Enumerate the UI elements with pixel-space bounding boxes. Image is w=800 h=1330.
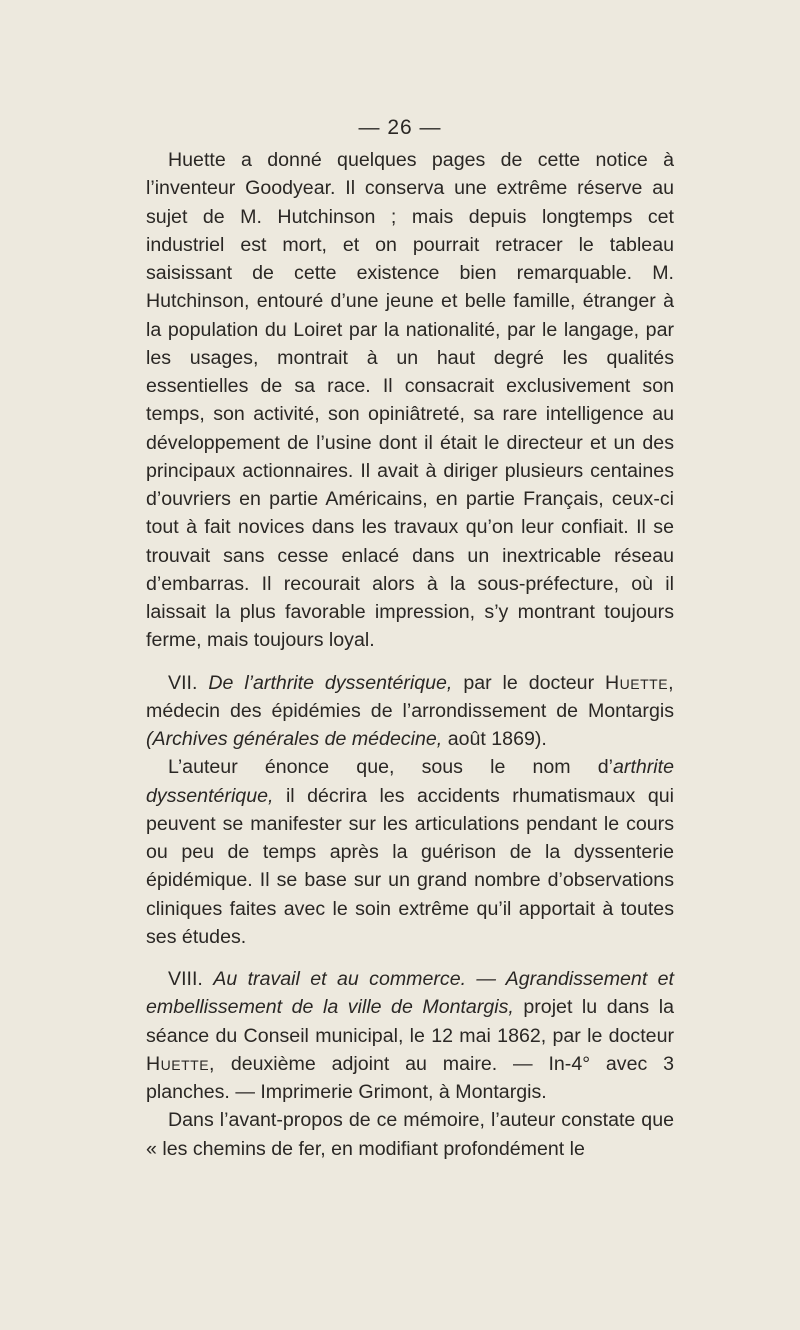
- entry-viii-number: VIII.: [168, 968, 203, 990]
- entry-viii: [146, 965, 674, 1106]
- paragraph-hutchinson-text: Huette a donné quelques pages de cette notice à l’inventeur Goodyear. Il conserva une extrême réserve au sujet de M. Hutchinson ; mais depuis longtemps cet industriel est mort, et on pourrait retracer le tableau saisissant de cette existence bien remarquable. M. Hutchinson, entouré d’une jeune et belle famille, étranger à la population du Loiret par la nationalité, par le langage, par les usages, montrait à un haut degré les qualités essentielles de sa race. Il consacrait exclusivement son temps, son activité, son opiniâtreté, sa rare intelligence au développement de l’usine dont il était le directeur et un des principaux actionnaires. Il avait à diriger plusieurs centaines d’ouvriers en partie Américains, en partie Français, ceux-ci tout à fait novices dans les travaux qu’on leur confiait. Il se trouvait sans cesse enlacé dans un inextricable réseau d’embarras. Il recourait alors à la sous-préfecture, où il laissait la plus favorable impression, s’y montrant toujours ferme, mais toujours loyal.: [146, 149, 674, 652]
- paragraph-avant-propos-text: Dans l’avant-propos de ce mémoire, l’auteur constate que « les chemins de fer, en modifiant profondément le: [146, 1109, 674, 1160]
- paragraph-avant-propos: [146, 1106, 674, 1163]
- entry-vii-date: août 1869).: [447, 728, 547, 750]
- entry-viii-title: Au travail et au commerce. — Agrandissement et embellissement de la ville de Montargis,: [146, 968, 674, 1019]
- entry-viii-mid: projet lu dans la séance du Conseil municipal, le 12 mai 1862, par le docteur: [146, 996, 674, 1047]
- paragraph-arthrite: [146, 753, 674, 951]
- paragraph-hutchinson: [146, 146, 674, 655]
- body-text: [146, 146, 674, 1163]
- entry-vii-title: De l’arthrite dyssentérique,: [208, 671, 453, 694]
- entry-viii-author: Huette,: [146, 1052, 215, 1075]
- entry-viii-rest: deuxième adjoint au maire. — In-4° avec 3 planches. — Imprimerie Grimont, à Montargis.: [146, 1052, 674, 1103]
- entry-vii-number: VII.: [168, 671, 198, 694]
- entry-vii: [146, 669, 674, 754]
- page-number: — 26 —: [358, 116, 442, 139]
- paragraph-arthrite-term: arthrite dyssentérique,: [146, 756, 674, 807]
- paragraph-arthrite-after: il décrira les accidents rhumatismaux qui peuvent se manifester sur les articulations pendant le cours ou peu de temps après la guérison de la dyssenterie épidémique. Il se base sur un grand nombre d’observations cliniques faites avec le soin extrême qu’il apportait à toutes ses études.: [146, 784, 674, 948]
- paragraph-arthrite-before: L’auteur énonce que, sous le nom d’: [168, 756, 614, 779]
- entry-vii-rest: médecin des épidémies de l’arrondissement de Montargis: [146, 699, 674, 722]
- entry-vii-source: (Archives générales de médecine,: [146, 728, 443, 750]
- entry-vii-author: Huette,: [605, 671, 675, 694]
- entry-vii-by: par le docteur: [463, 671, 595, 694]
